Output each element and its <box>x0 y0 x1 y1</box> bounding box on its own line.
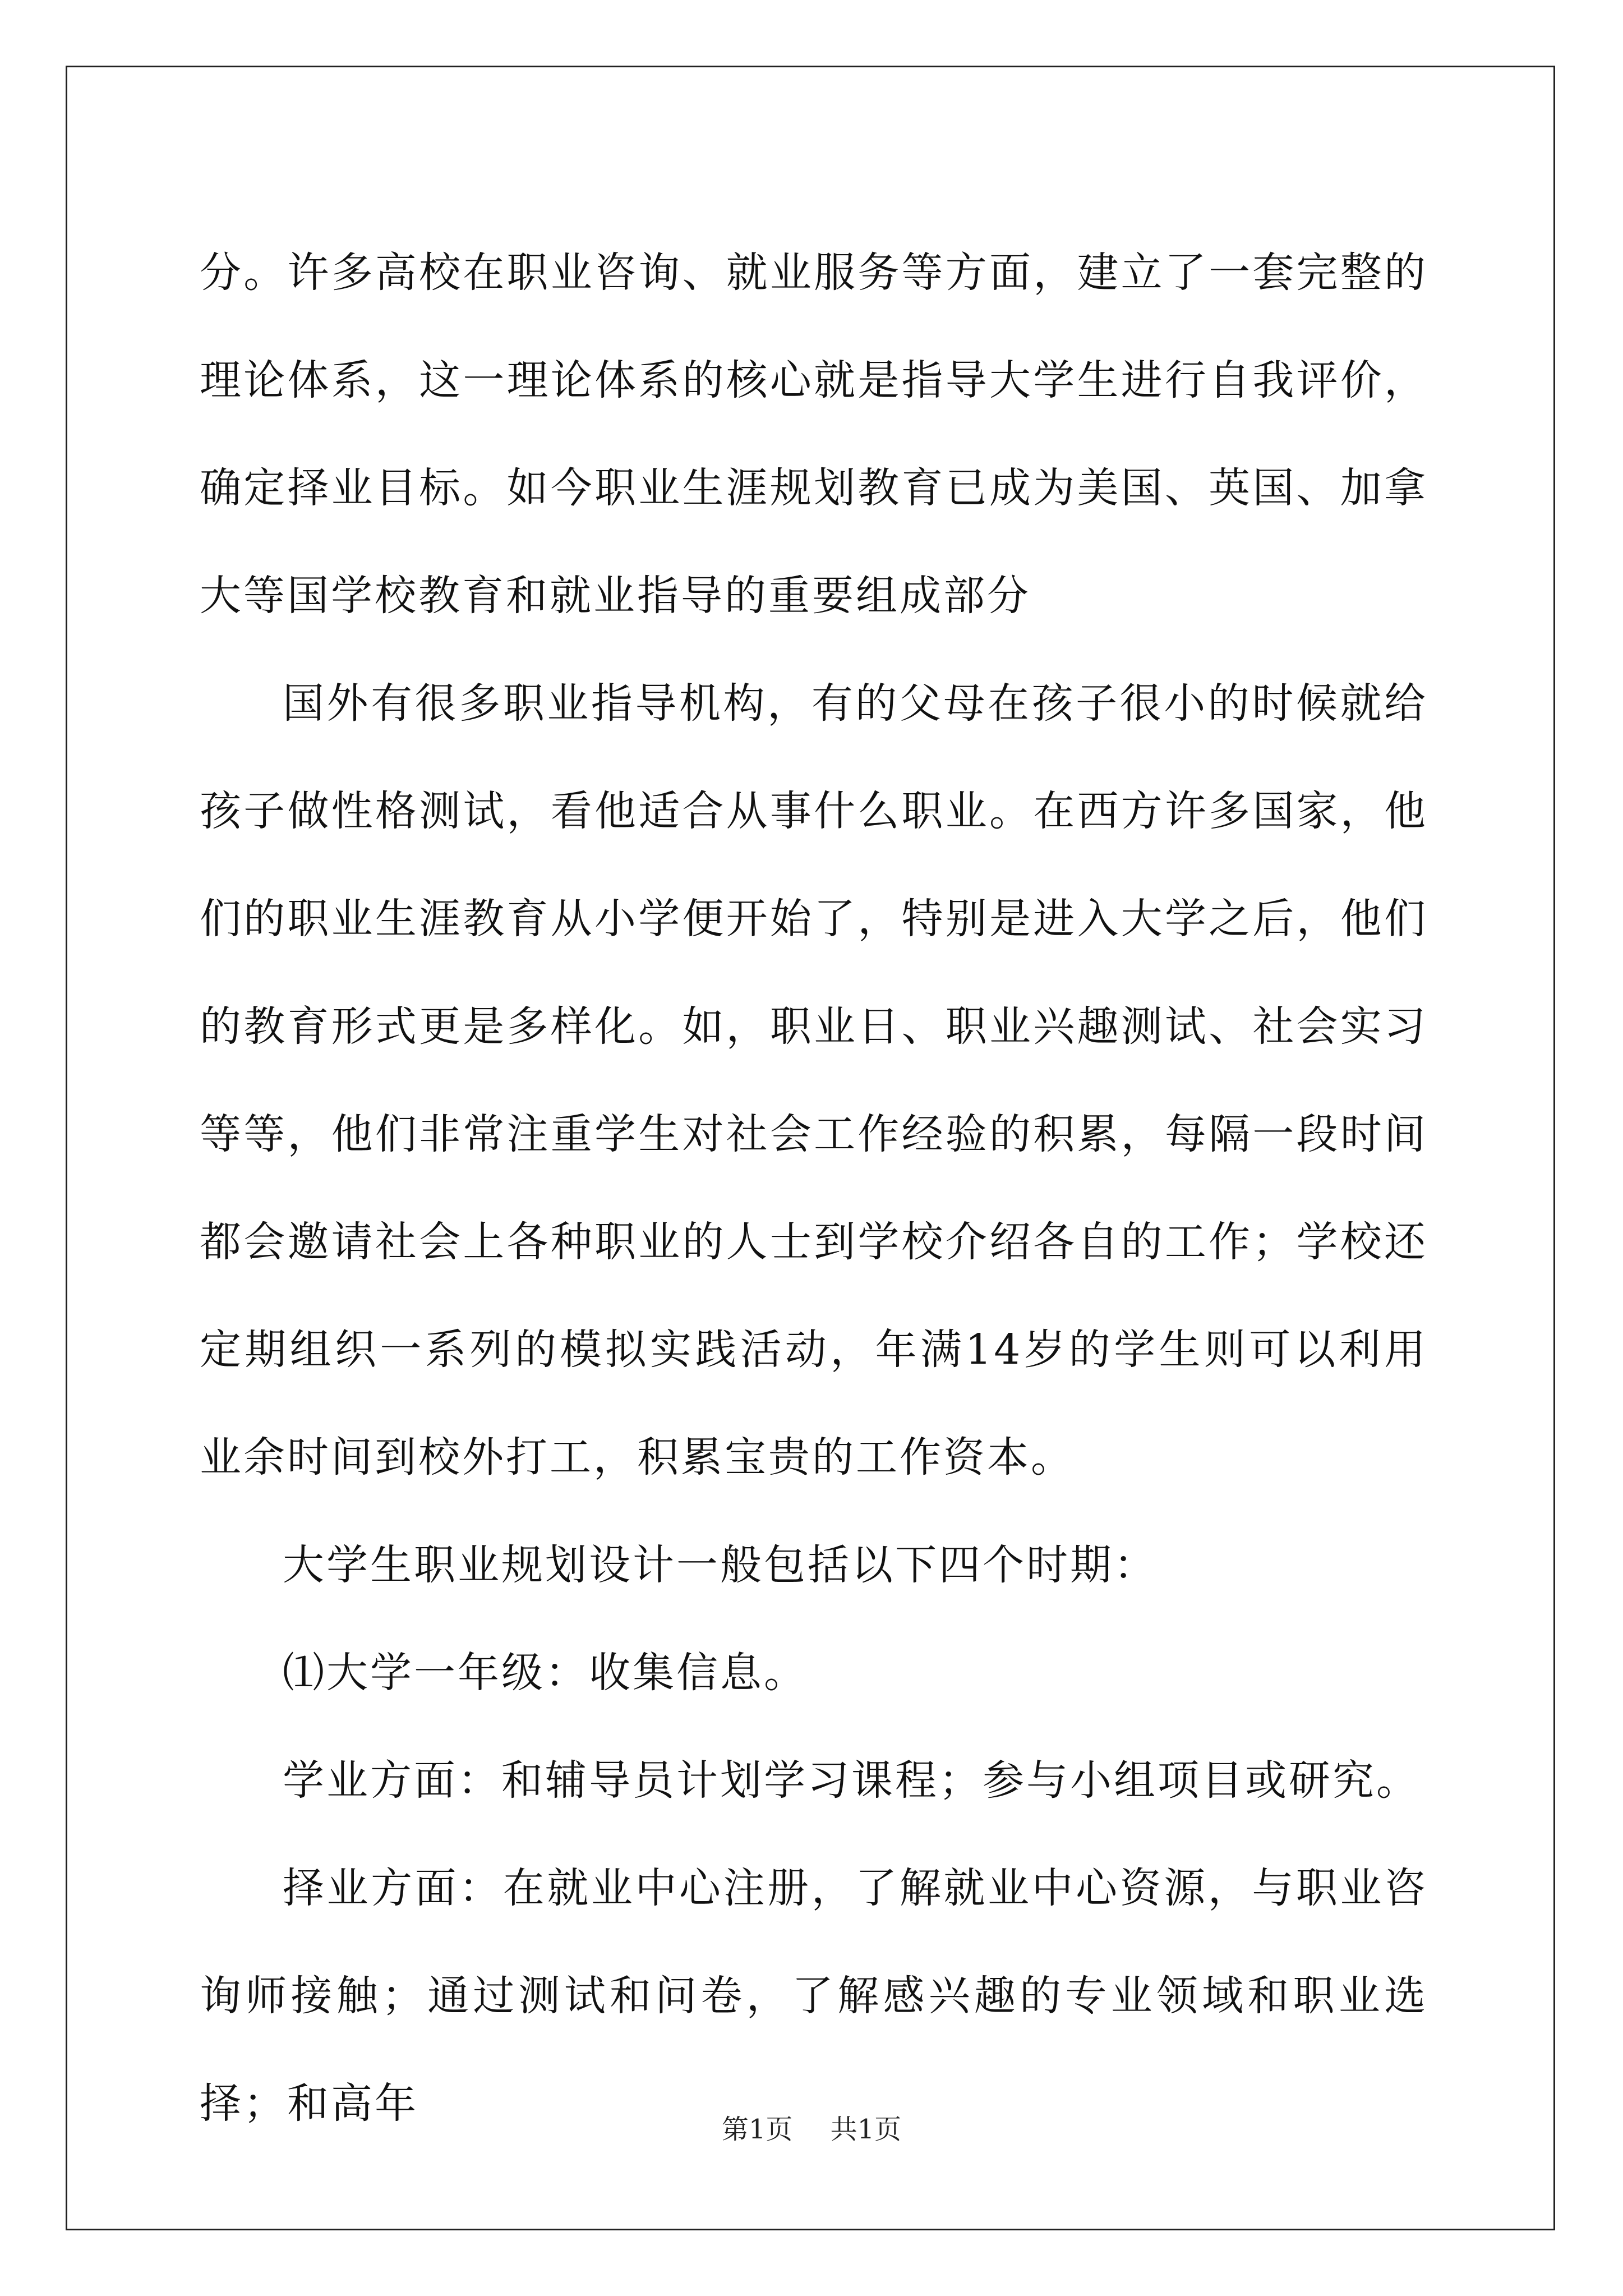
total-pages: 共1页 <box>830 2114 902 2145</box>
paragraph-4: ⑴大学一年级：收集信息。 <box>283 1649 808 1697</box>
document-body <box>200 219 1428 2157</box>
page-number: 第1页 <box>721 2114 793 2145</box>
page-footer <box>0 2113 1623 2146</box>
paragraph-3: 大学生职业规划设计一般包括以下四个时期： <box>283 1541 1158 1589</box>
paragraph-5: 学业方面：和辅导员计划学习课程；参与小组项目或研究。 <box>283 1756 1420 1805</box>
paragraph-6: 择业方面：在就业中心注册，了解就业中心资源，与职业咨询师接触；通过测试和问卷，了解感兴趣的专业领域和职业选择；和高年 <box>200 1864 1428 2128</box>
paragraph-1: 分。许多高校在职业咨询、就业服务等方面，建立了一套完整的理论体系，这一理论体系的核心就是指导大学生进行自我评价，确定择业目标。如今职业生涯规划教育已成为美国、英国、加拿大等国学校教育和就业指导的重要组成部分 <box>200 249 1428 620</box>
paragraph-2: 国外有很多职业指导机构，有的父母在孩子很小的时候就给孩子做性格测试，看他适合从事什么职业。在西方许多国家，他们的职业生涯教育从小学便开始了，特别是进入大学之后，他们的教育形式更是多样化。如，职业日、职业兴趣测试、社会实习等等，他们非常注重学生对社会工作经验的积累，每隔一段时间都会邀请社会上各种职业的人士到学校介绍各自的工作；学校还定期组织一系列的模拟实践活动，年满14岁的学生则可以利用业余时间到校外打工，积累宝贵的工作资本。 <box>200 679 1428 1481</box>
